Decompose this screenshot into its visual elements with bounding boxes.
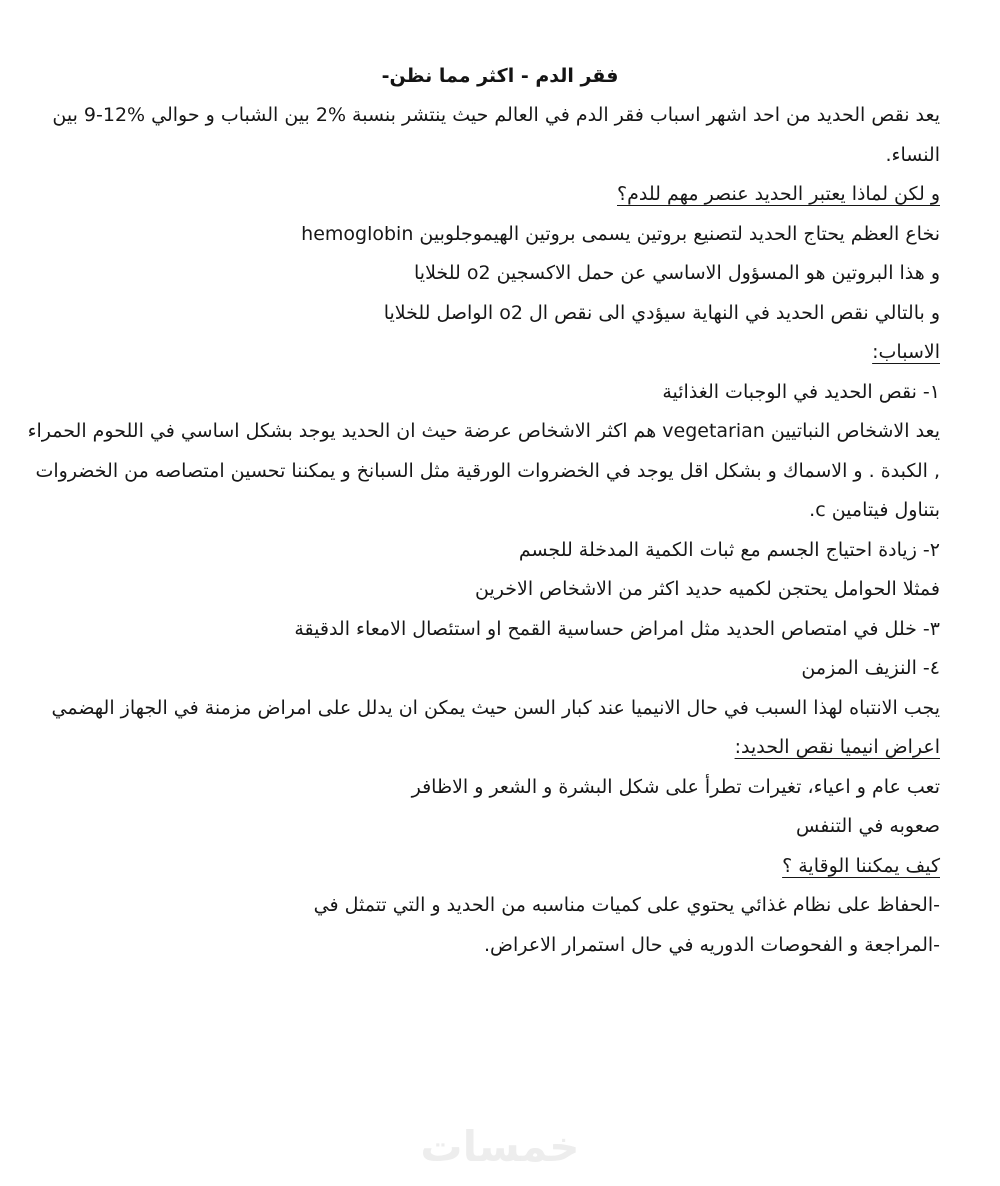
text-line: فمثلا الحوامل يحتجن لكميه حديد اكثر من الاشخاص الاخرين <box>475 578 940 600</box>
text-line: بتناول فيتامين c. <box>809 499 940 521</box>
text-line: ٤- النزيف المزمن <box>801 657 940 679</box>
text-line: تعب عام و اعياء، تغيرات تطرأ على شكل البشرة و الشعر و الاظافر <box>411 775 940 798</box>
text-line: يجب الانتباه لهذا السبب في حال الانيميا عند كبار السن حيث يمكن ان يدلل على امراض مزمنة في الجهاز الهضمي <box>51 696 940 719</box>
text-line: النساء. <box>885 143 940 166</box>
text-line: و بالتالي نقص الحديد في النهاية سيؤدي الى نقص ال o2 الواصل للخلايا <box>383 301 940 324</box>
section-heading: و لكن لماذا يعتبر الحديد عنصر مهم للدم؟ <box>617 183 940 205</box>
section-heading: كيف يمكننا الوقاية ؟ <box>782 854 940 877</box>
text-line: ١- نقص الحديد في الوجبات الغذائية <box>662 380 940 403</box>
text-line: صعوبه في التنفس <box>796 815 940 837</box>
text-line: ٢- زيادة احتياج الجسم مع ثبات الكمية المدخلة للجسم <box>518 538 940 561</box>
text-line: و هذا البروتين هو المسؤول الاساسي عن حمل الاكسجين o2 للخلايا <box>414 262 940 284</box>
text-line: , الكبدة . و الاسماك و بشكل اقل يوجد في الخضروات الورقية مثل السبانخ و يمكننا تحسين امتصاصه من الخضروات <box>35 459 940 482</box>
text-line: -المراجعة و الفحوصات الدوريه في حال استمرار الاعراض. <box>484 933 940 956</box>
khamsat-watermark: خمسات <box>420 1122 580 1171</box>
text-line: -الحفاظ على نظام غذائي يحتوي على كميات مناسبه من الحديد و التي تتمثل في <box>313 894 940 916</box>
section-heading: اعراض انيميا نقص الحديد: <box>734 736 940 758</box>
section-heading: الاسباب: <box>872 341 940 363</box>
text-line: ٣- خلل في امتصاص الحديد مثل امراض حساسية القمح او استئصال الامعاء الدقيقة <box>294 617 940 640</box>
document-title: فقر الدم - اكثر مما نظن- <box>381 65 619 87</box>
text-line: يعد نقص الحديد من احد اشهر اسباب فقر الدم في العالم حيث ينتشر بنسبة %2 بين الشباب و حوالي %12-9 بين <box>52 104 940 126</box>
document-content <box>27 56 940 965</box>
text-line: يعد الاشخاص النباتيين vegetarian هم اكثر الاشخاص عرضة حيث ان الحديد يوجد بشكل اساسي في اللحوم الحمراء <box>27 420 940 442</box>
document-body <box>27 96 940 965</box>
text-line: نخاع العظم يحتاج الحديد لتصنيع بروتين يسمى بروتين الهيموجلوبين hemoglobin <box>301 222 940 245</box>
